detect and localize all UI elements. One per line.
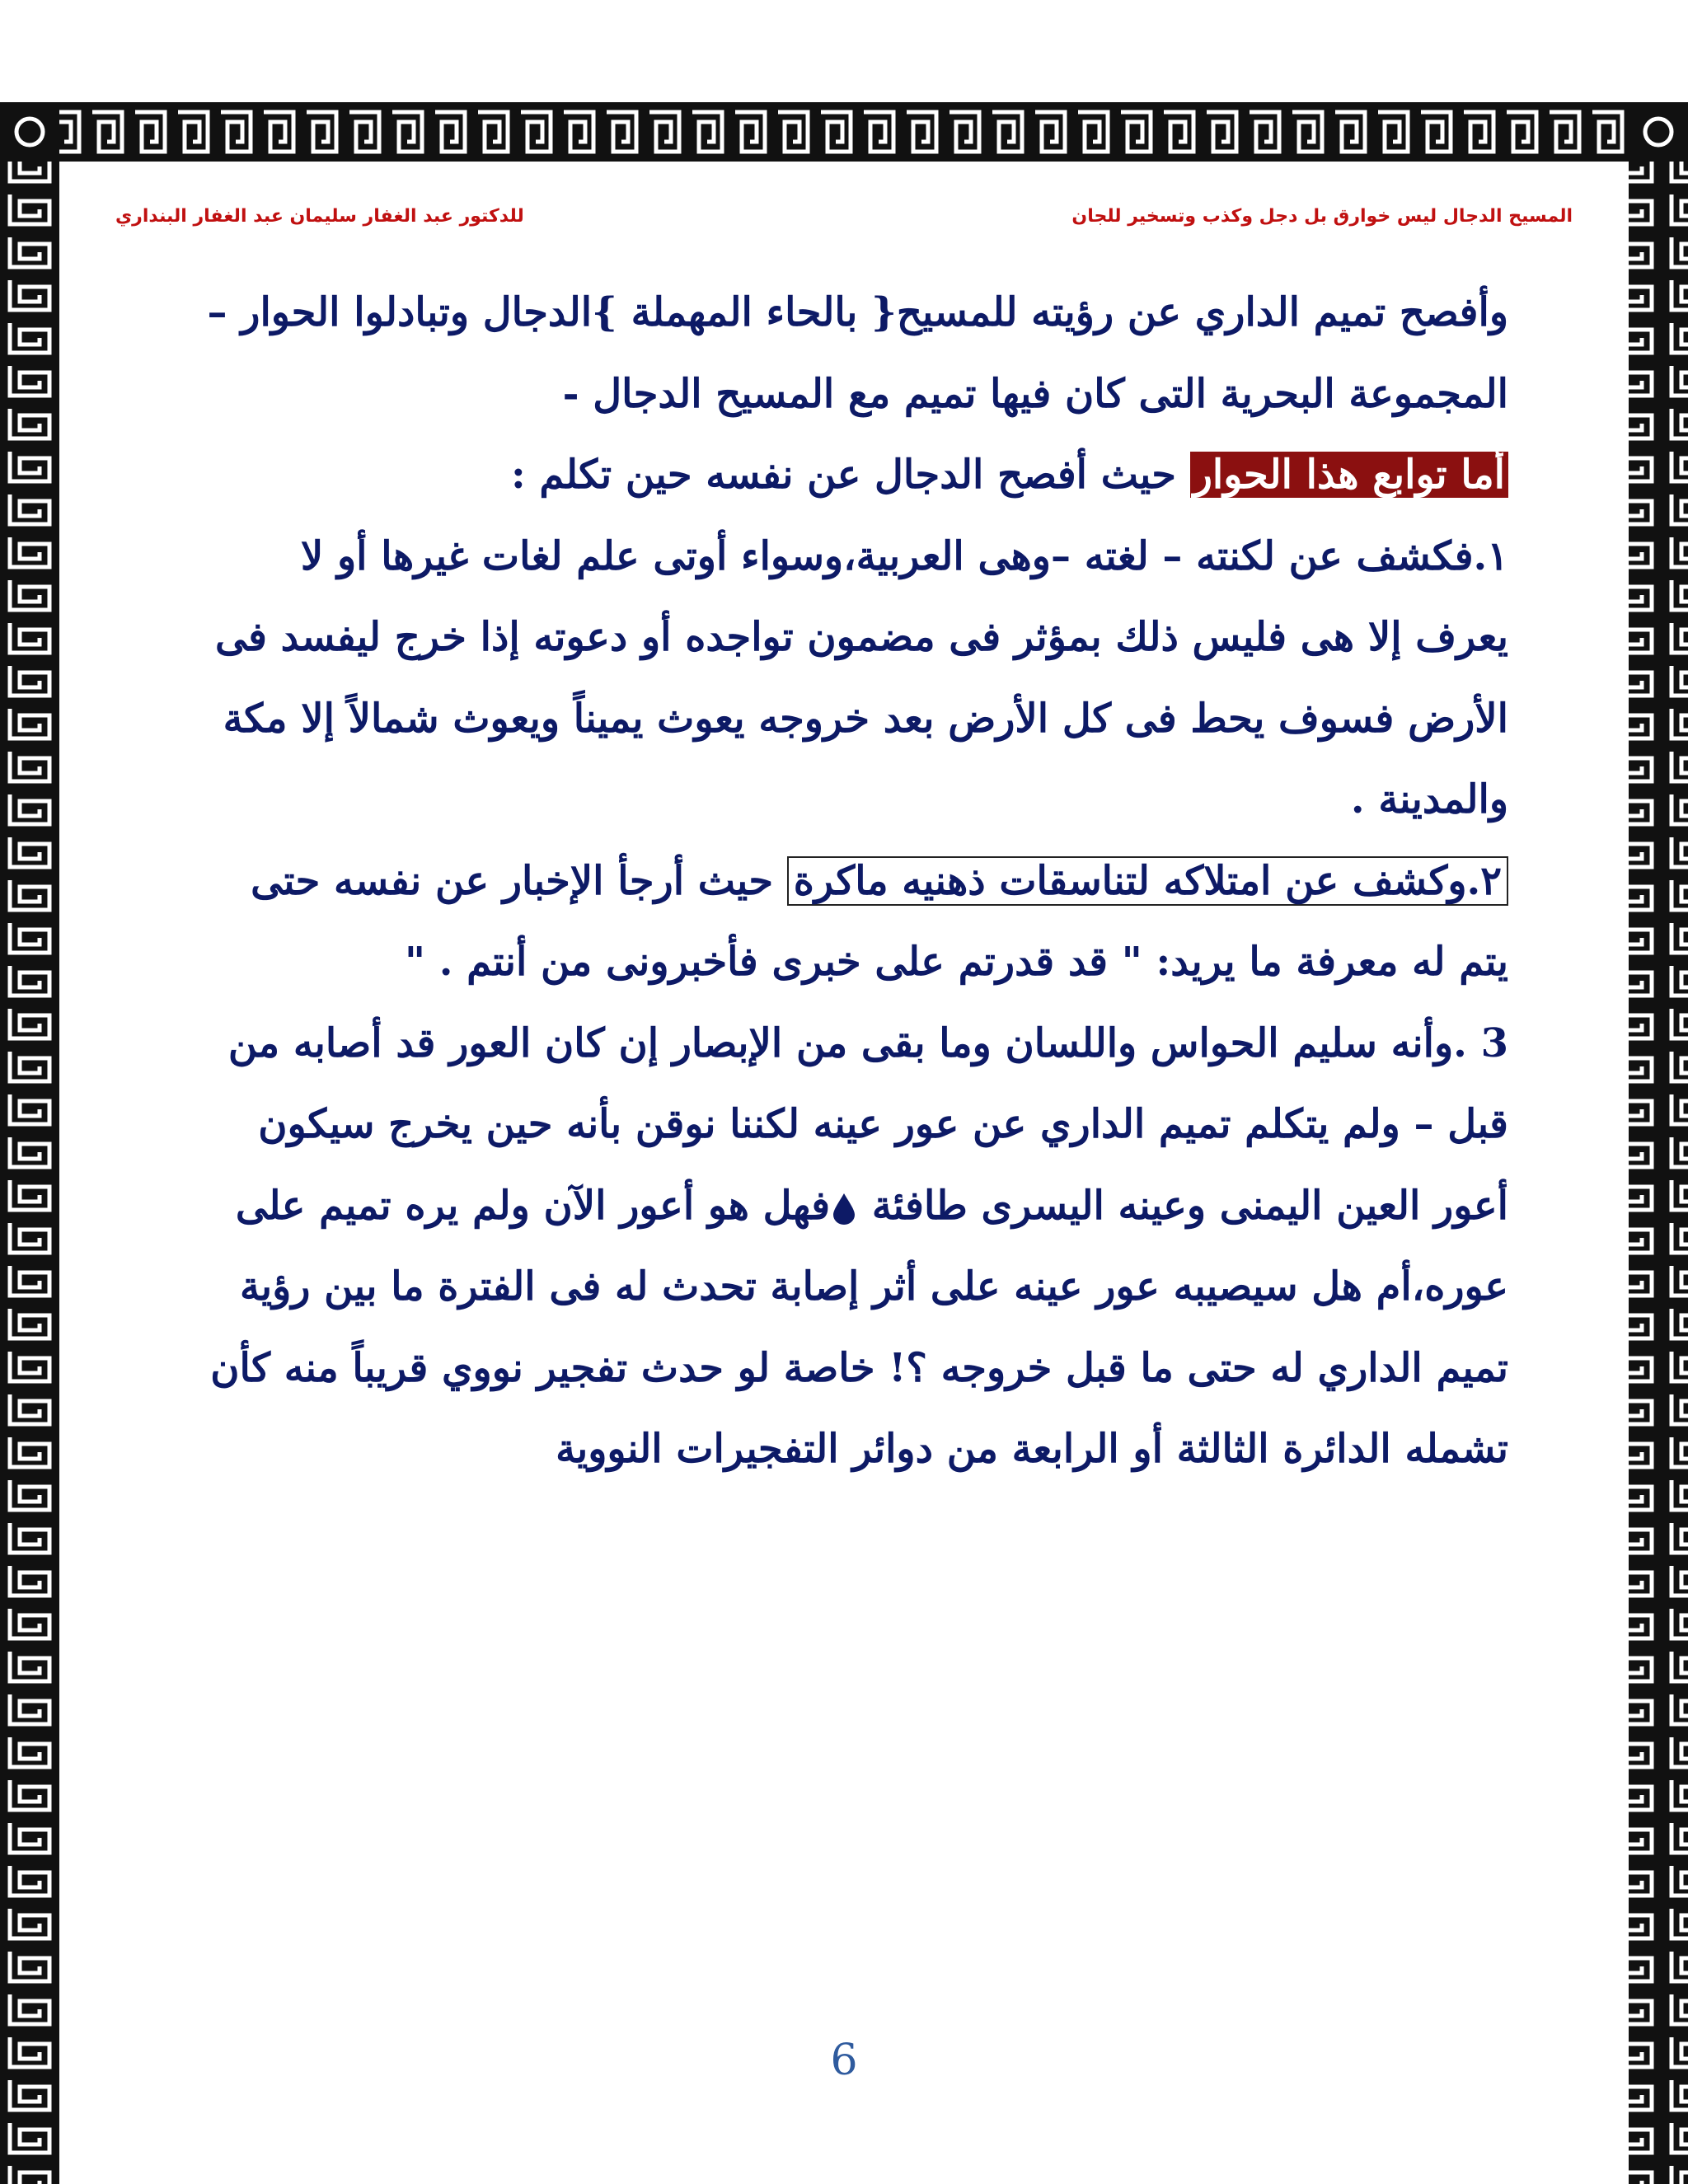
paragraph-line: عوره،أم هل سيصيبه عور عينه على أثر إصابة تحدث له فى الفترة ما بين رؤية (239, 1263, 1508, 1310)
page-header (115, 206, 1573, 242)
paragraph-line: ١.فكشف عن لكنته – لغته –وهى العربية،وسواء أوتى علم لغات غيرها أو لا (300, 532, 1508, 579)
paragraph-line: قبل – ولم يتكلم تميم الداري عن عور عينه لكننا نوقن بأنه حين يخرج سيكون (258, 1101, 1508, 1147)
paragraph-line: يتم له معرفة ما يريد: " قد قدرتم على خبرى فأخبرونى من أنتم . " (405, 939, 1508, 985)
paragraph-line: يعرف إلا هى فليس ذلك بمؤثر فى مضمون تواجده أو دعوته إذا خرج ليفسد فى (214, 614, 1508, 660)
paragraph-line: المجموعة البحرية التى كان فيها تميم مع المسيح الدجال - (562, 370, 1508, 417)
paragraph-line: تميم الداري له حتى ما قبل خروجه ؟! خاصة لو حدث تفجير نووي قريباً منه كأن (210, 1344, 1508, 1391)
paragraph-line (115, 1165, 1508, 1247)
paragraph-text: أعور العين اليمنى وعينه اليسرى طافئة (858, 1182, 1508, 1229)
water-drop-icon (830, 1192, 858, 1225)
paragraph-text: حيث أرجأ الإخبار عن نفسه حتى (251, 857, 787, 904)
paragraph-line: وأفصح تميم الداري عن رؤيته للمسيح{ بالحاء المهملة }الدجال وتبادلوا الحوار – (207, 289, 1508, 335)
header-author: للدكتور عبد الغفار سليمان عبد الغفار البنداري (115, 206, 524, 227)
paragraph-line: 3 .وأنه سليم الحواس واللسان وما بقى من الإبصار إن كان العور قد أصابه من (227, 1019, 1508, 1066)
highlighted-phrase: أما توابع هذا الحوار (1190, 452, 1508, 498)
page-number: 6 (830, 2036, 858, 2085)
paragraph-line: الأرض فسوف يحط فى كل الأرض بعد خروجه يعوث يميناً ويعوث شمالاً إلا مكة (223, 695, 1508, 742)
paragraph-line: والمدينة . (1350, 776, 1508, 823)
paragraph-text: فهل هو أعور الآن ولم يره تميم على (235, 1182, 831, 1229)
paragraph-text: حيث أفصح الدجال عن نفسه حين تكلم : (511, 452, 1190, 498)
paragraph-line: تشمله الدائرة الثالثة أو الرابعة من دوائر التفجيرات النووية (556, 1426, 1508, 1472)
header-book-title: المسيح الدجال ليس خوارق بل دجل وكذب وتسخير للجان (1071, 206, 1573, 227)
paragraph-line (115, 434, 1508, 516)
boxed-phrase: ٢.وكشف عن امتلاكه لتناسقات ذهنيه ماكرة (787, 856, 1508, 906)
paragraph-line (115, 841, 1508, 922)
document-body (115, 272, 1508, 1490)
